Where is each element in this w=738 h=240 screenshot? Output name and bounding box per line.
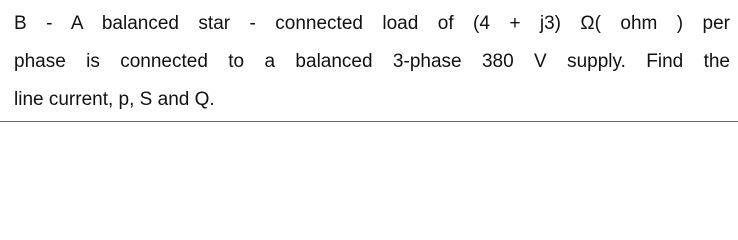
- question-line-2: phase is connected to a balanced 3-phase 380 V supply. Find the: [14, 51, 730, 72]
- question-line-1: B - A balanced star - connected load of (4 + j3) Ω( ohm ) per: [14, 13, 730, 34]
- bottom-divider: [0, 121, 738, 122]
- question-line-3: line current, p, S and Q.: [14, 89, 215, 110]
- question-text: [14, 5, 730, 119]
